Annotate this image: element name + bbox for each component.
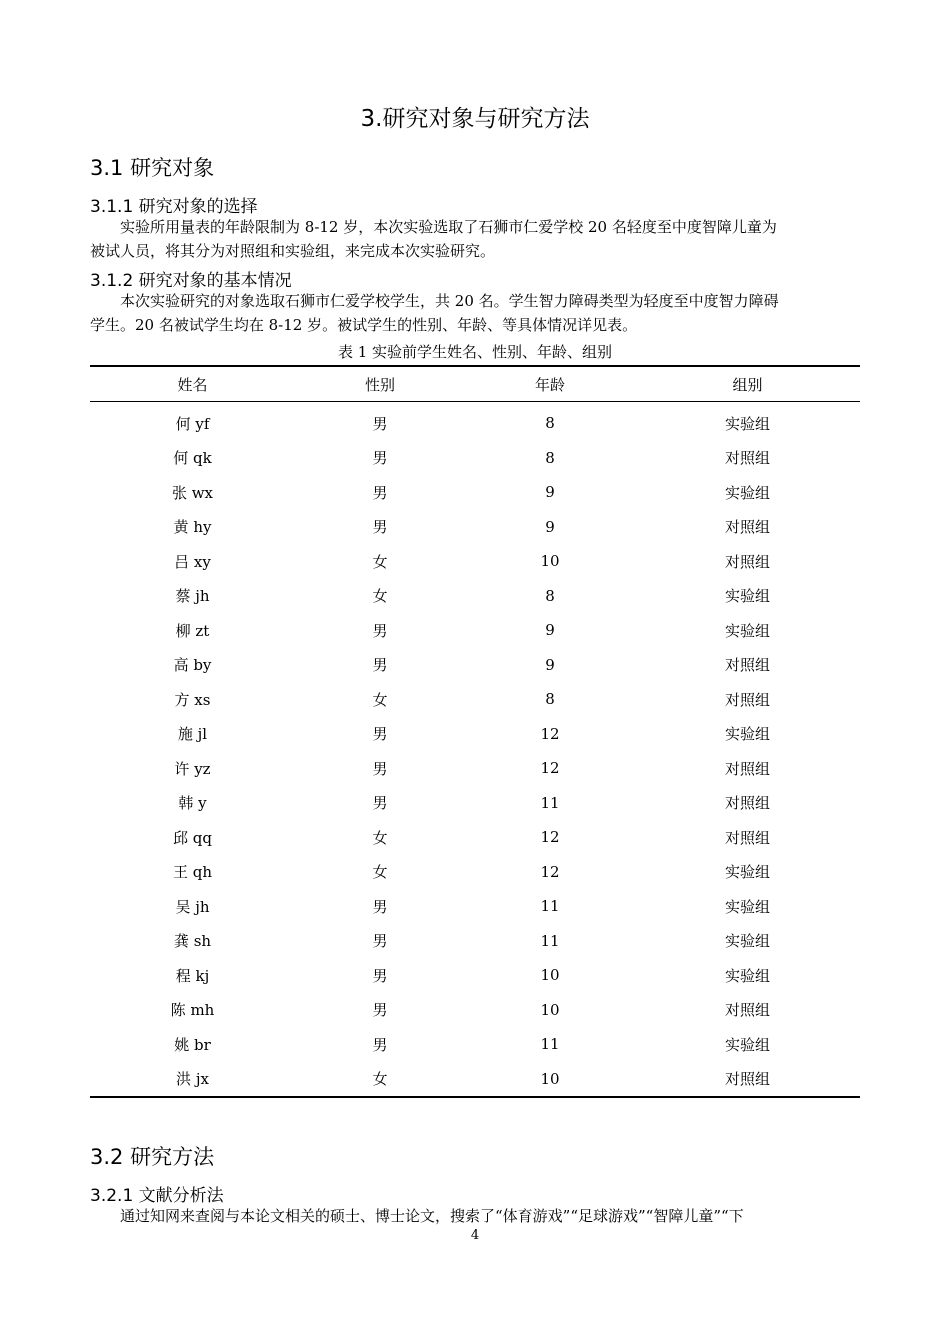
cell-group: 实验组 xyxy=(724,725,770,744)
table-row xyxy=(90,402,860,441)
table-caption: 表 1 实验前学生姓名、性别、年龄、组别 xyxy=(337,343,613,361)
cell-gender: 男 xyxy=(372,414,388,433)
paragraph-basic-info xyxy=(90,289,860,337)
paragraph-line: 学生。20 名被试学生均在 8-12 岁。被试学生的性别、年龄、等具体情况详见表。 xyxy=(90,316,638,334)
cell-name: 施 jl xyxy=(177,725,208,744)
cell-gender: 男 xyxy=(372,932,388,951)
table-row xyxy=(90,441,860,476)
cell-name: 陈 mh xyxy=(170,1001,215,1020)
cell-name: 蔡 jh xyxy=(175,587,210,606)
cell-age: 12 xyxy=(540,724,560,743)
cell-group: 对照组 xyxy=(724,449,770,468)
cell-age: 9 xyxy=(545,621,555,640)
cell-age: 11 xyxy=(540,931,560,950)
cell-gender: 女 xyxy=(372,587,388,606)
table-row xyxy=(90,993,860,1028)
cell-gender: 男 xyxy=(372,1035,388,1054)
subsection-heading-3-1-2: 3.1.2 研究对象的基本情况 xyxy=(90,271,292,291)
cell-name: 高 by xyxy=(173,656,212,675)
table-row xyxy=(90,682,860,717)
cell-name: 姚 br xyxy=(174,1035,211,1054)
cell-age: 11 xyxy=(540,897,560,916)
subsection-heading-3-2-1: 3.2.1 文献分析法 xyxy=(90,1186,224,1206)
table-row xyxy=(90,924,860,959)
cell-gender: 男 xyxy=(372,794,388,813)
cell-name: 何 yf xyxy=(175,414,210,433)
table-row xyxy=(90,475,860,510)
cell-age: 11 xyxy=(540,793,560,812)
subsection-heading-3-1-1: 3.1.1 研究对象的选择 xyxy=(90,197,258,217)
cell-name: 吕 xy xyxy=(174,552,211,571)
cell-name: 张 wx xyxy=(171,483,214,502)
cell-group: 实验组 xyxy=(724,1035,770,1054)
cell-group: 实验组 xyxy=(724,483,770,502)
cell-age: 9 xyxy=(545,483,555,502)
cell-gender: 男 xyxy=(372,897,388,916)
table-row xyxy=(90,751,860,786)
cell-age: 8 xyxy=(545,586,555,605)
cell-group: 实验组 xyxy=(724,966,770,985)
table-row xyxy=(90,648,860,683)
table-row xyxy=(90,958,860,993)
table-row xyxy=(90,544,860,579)
cell-age: 10 xyxy=(540,552,560,571)
cell-age: 8 xyxy=(545,414,555,433)
section-heading-3-1: 3.1 研究对象 xyxy=(90,156,215,180)
table-row xyxy=(90,579,860,614)
cell-gender: 女 xyxy=(372,828,388,847)
table-row xyxy=(90,510,860,545)
table-row xyxy=(90,717,860,752)
cell-gender: 女 xyxy=(372,863,388,882)
cell-group: 对照组 xyxy=(724,1001,770,1020)
cell-name: 龚 sh xyxy=(173,932,212,951)
cell-name: 程 kj xyxy=(175,966,210,985)
table-row xyxy=(90,786,860,821)
paragraph-line: 实验所用量表的年龄限制为 8-12 岁，本次实验选取了石狮市仁爱学校 20 名轻度至中度智障儿童为 xyxy=(120,218,777,236)
cell-name: 洪 jx xyxy=(90,1062,295,1098)
table-row xyxy=(90,1027,860,1062)
paragraph-literature xyxy=(90,1204,860,1228)
cell-group: 实验组 xyxy=(724,414,770,433)
cell-group: 实验组 xyxy=(724,587,770,606)
paragraph-line: 被试人员，将其分为对照组和实验组，来完成本次实验研究。 xyxy=(90,242,496,260)
cell-age: 12 xyxy=(540,759,560,778)
cell-group: 实验组 xyxy=(724,863,770,882)
column-header-name: 姓名 xyxy=(90,366,295,402)
paragraph-selection xyxy=(90,215,860,263)
cell-age: 9 xyxy=(545,517,555,536)
students-table xyxy=(90,365,860,1098)
cell-gender: 男 xyxy=(372,725,388,744)
cell-name: 方 xs xyxy=(174,690,211,709)
cell-gender: 男 xyxy=(372,518,388,537)
cell-name: 王 qh xyxy=(172,863,213,882)
cell-age: 11 xyxy=(540,1035,560,1054)
cell-group: 对照组 xyxy=(635,1062,860,1098)
table-row xyxy=(90,1062,860,1098)
paragraph-line: 本次实验研究的对象选取石狮市仁爱学校学生，共 20 名。学生智力障碍类型为轻度至中度智力障碍 xyxy=(120,292,779,310)
cell-name: 邱 qq xyxy=(173,828,212,847)
cell-age: 12 xyxy=(540,828,560,847)
cell-group: 对照组 xyxy=(724,759,770,778)
cell-name: 吴 jh xyxy=(175,897,210,916)
cell-age: 10 xyxy=(540,1000,560,1019)
cell-gender: 女 xyxy=(372,552,388,571)
cell-name: 韩 y xyxy=(178,794,207,813)
table-row xyxy=(90,855,860,890)
column-header-gender: 性别 xyxy=(295,366,465,402)
table-row xyxy=(90,820,860,855)
cell-group: 对照组 xyxy=(724,828,770,847)
cell-age: 10 xyxy=(465,1062,635,1098)
cell-group: 对照组 xyxy=(724,656,770,675)
cell-gender: 男 xyxy=(372,1001,388,1020)
cell-gender: 男 xyxy=(372,966,388,985)
cell-age: 9 xyxy=(545,655,555,674)
cell-age: 10 xyxy=(540,966,560,985)
section-heading-3-2: 3.2 研究方法 xyxy=(90,1145,215,1169)
cell-group: 对照组 xyxy=(724,552,770,571)
cell-group: 实验组 xyxy=(724,621,770,640)
cell-age: 12 xyxy=(540,862,560,881)
cell-gender: 男 xyxy=(372,483,388,502)
cell-gender: 男 xyxy=(372,621,388,640)
column-header-group: 组别 xyxy=(635,366,860,402)
cell-name: 许 yz xyxy=(174,759,211,778)
cell-age: 8 xyxy=(545,448,555,467)
cell-group: 对照组 xyxy=(724,690,770,709)
cell-group: 实验组 xyxy=(724,932,770,951)
cell-gender: 男 xyxy=(372,759,388,778)
table-row xyxy=(90,613,860,648)
cell-gender: 女 xyxy=(372,690,388,709)
chapter-title: 3.研究对象与研究方法 xyxy=(360,106,590,132)
cell-gender: 女 xyxy=(295,1062,465,1098)
cell-name: 柳 zt xyxy=(175,621,210,640)
paragraph-line: 通过知网来查阅与本论文相关的硕士、博士论文，搜索了“体育游戏”“足球游戏”“智障儿童”“下 xyxy=(120,1207,744,1225)
table-header-row xyxy=(90,366,860,402)
cell-group: 实验组 xyxy=(724,897,770,916)
cell-gender: 男 xyxy=(372,656,388,675)
column-header-age: 年龄 xyxy=(465,366,635,402)
cell-gender: 男 xyxy=(372,449,388,468)
page-number: 4 xyxy=(470,1228,480,1243)
cell-group: 对照组 xyxy=(724,518,770,537)
cell-group: 对照组 xyxy=(724,794,770,813)
cell-name: 黄 hy xyxy=(173,518,212,537)
cell-age: 8 xyxy=(545,690,555,709)
table-row xyxy=(90,889,860,924)
cell-name: 何 qk xyxy=(173,449,212,468)
